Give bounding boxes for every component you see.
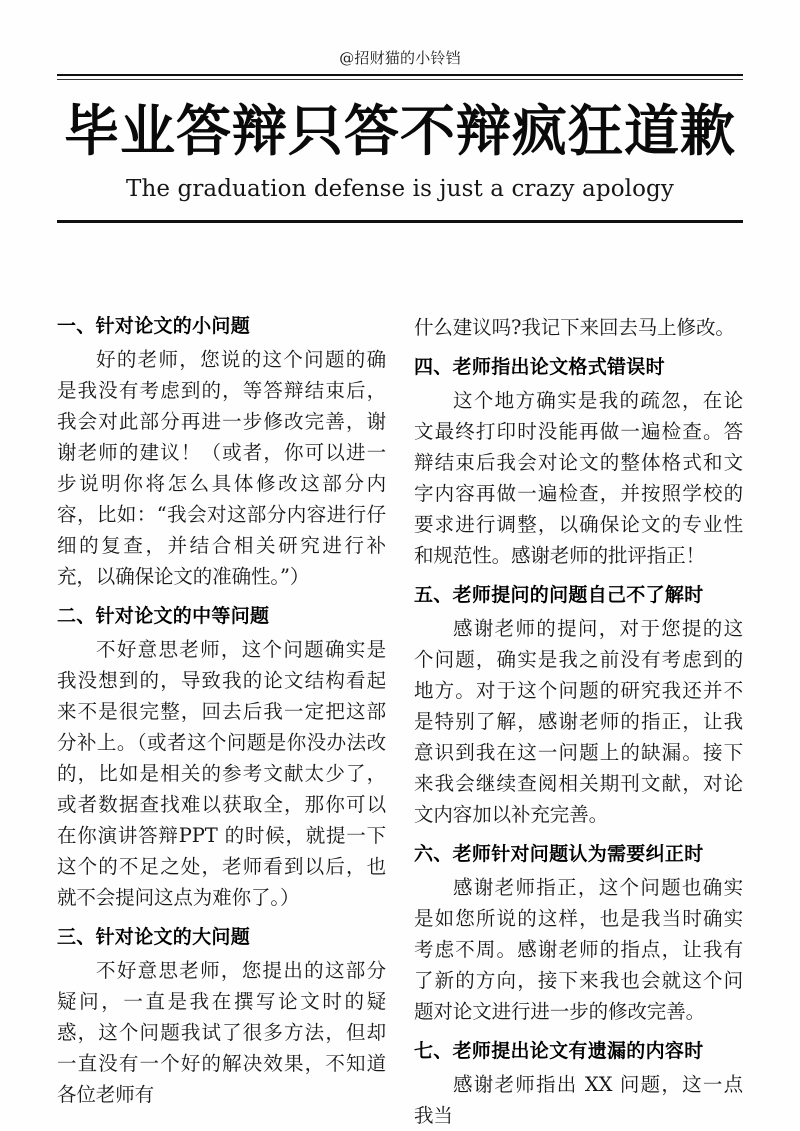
masthead [57,48,743,223]
section-7 [414,1037,743,1131]
title-block [57,80,743,220]
left-column [57,312,386,1112]
article-columns [57,312,743,1127]
section-2-heading: 二、针对论文的中等问题 [57,605,270,627]
section-1 [57,312,386,592]
section-1-body: 好的老师，您说的这个问题的确是我没有考虑到的，等答辩结束后，我会对此部分再进一步修改完善，谢谢老师的建议！（或者，你可以进一步说明你将怎么具体修改这部分内容，比如：“我会对这部分内容进行仔细的复查，并结合相关研究进行补充，以确保论文的准确性。”） [57,348,386,588]
right-column [414,312,743,1127]
section-6 [414,840,743,1027]
section-2 [57,602,386,913]
section-5 [414,581,743,830]
section-5-heading: 五、老师提问的问题自己不了解时 [414,584,704,606]
masthead-bottom-rule [57,220,743,223]
author-handle: @招财猫的小铃铛 [339,49,461,67]
section-1-heading: 一、针对论文的小问题 [57,315,251,337]
section-6-body: 感谢老师指正，这个问题也确实是如您所说的这样，也是我当时确实考虑不周。感谢老师的指点，让我有了新的方向，接下来我也会就这个问题对论文进行进一步的修改完善。 [414,876,743,1023]
section-7-heading: 七、老师提出论文有遗漏的内容时 [414,1040,704,1062]
section-5-body: 感谢老师的提问，对于您提的这个问题，确实是我之前没有考虑到的地方。对于这个问题的研究我还并不是特别了解，感谢老师的指正，让我意识到我在这一问题上的缺漏。接下来我会继续查阅相关期刊文献，对论文内容加以补充完善。 [414,617,743,826]
section-6-heading: 六、老师针对问题认为需要纠正时 [414,843,704,865]
page-title: 毕业答辩只答不辩疯狂道歉 [63,98,736,163]
page-subtitle: The graduation defense is just a crazy apology [126,176,674,202]
section-4-heading: 四、老师指出论文格式错误时 [414,356,665,378]
section-3-heading: 三、针对论文的大问题 [57,926,251,948]
section-2-body: 不好意思老师，这个问题确实是我没想到的，导致我的论文结构看起来不是很完整，回去后我一定把这部分补上。（或者这个问题是你没办法改的，比如是相关的参考文献太少了，或者数据查找难以获取全，那你可以在你演讲答辩PPT 的时候，就提一下这个的不足之处，老师看到以后，也就不会提问这点为难你了。） [57,638,386,909]
section-7-body: 感谢老师指出 XX 问题，这一点我当 [414,1073,743,1127]
section-3-body: 不好意思老师，您提出的这部分疑问，一直是我在撰写论文时的疑惑，这个问题我试了很多方法，但却一直没有一个好的解决效果，不知道各位老师有 [57,959,386,1106]
section-3-body-continued: 什么建议吗?我记下来回去马上修改。 [414,316,735,339]
section-3 [57,923,386,1110]
section-4-body: 这个地方确实是我的疏忽，在论文最终打印时没能再做一遍检查。答辩结束后我会对论文的整体格式和文字内容再做一遍检查，并按照学校的要求进行调整，以确保论文的专业性和规范性。感谢老师的批评指正！ [414,389,743,567]
section-4 [414,353,743,571]
